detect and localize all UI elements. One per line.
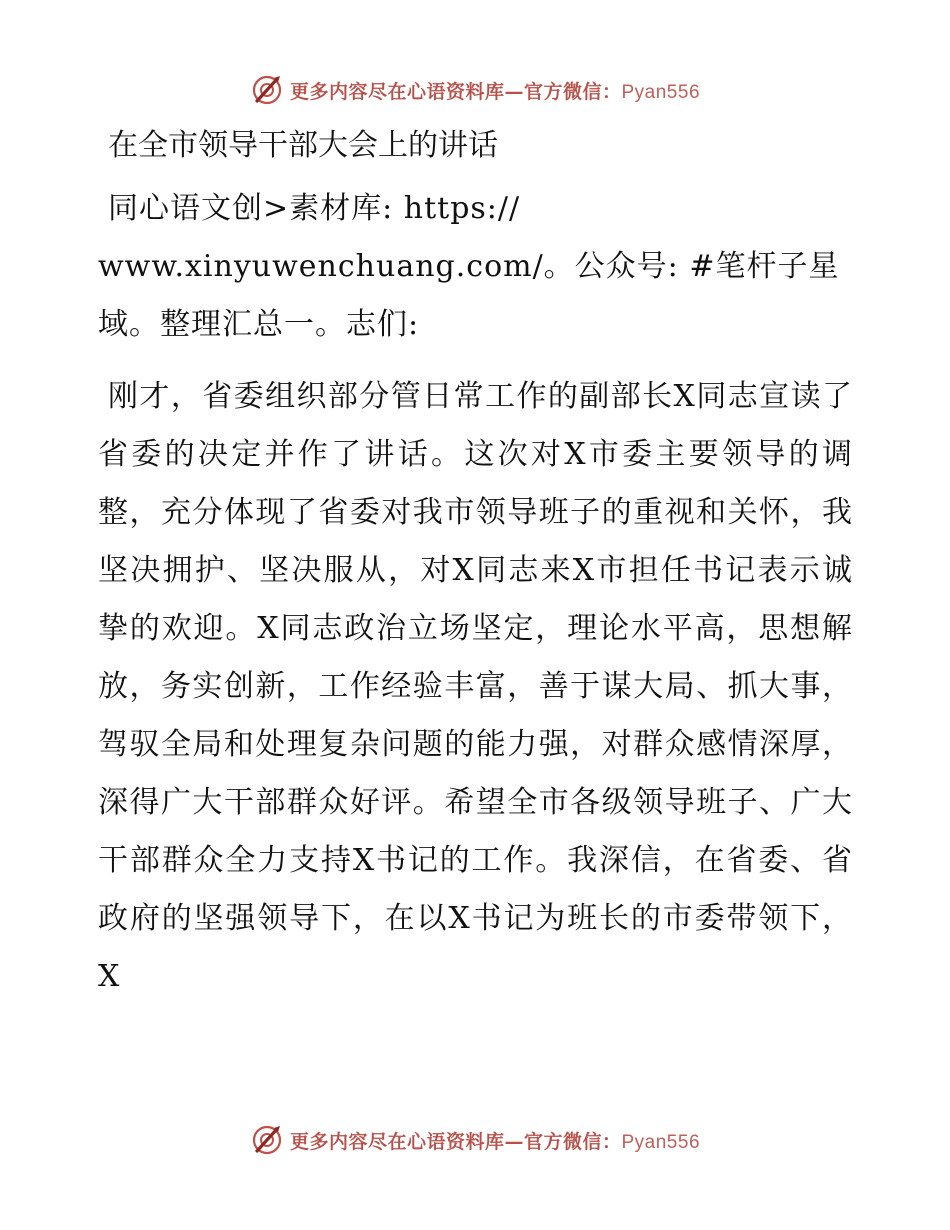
body-paragraph: 刚才，省委组织部分管日常工作的副部长X同志宣读了省委的决定并作了讲话。这次对X市委主要领导的调整，充分体现了省委对我市领导班子的重视和关怀，我坚决拥护、坚决服从，对X同志来X市担任书记表示诚挚的欢迎。X同志政治立场坚定，理论水平高，思想解放，务实创新，工作经验丰富，善于谋大局、抓大事，驾驭全局和处理复杂问题的能力强，对群众感情深厚，深得广大干部群众好评。希望全市各级领导班子、广大干部群众全力支持X书记的工作。我深信，在省委、省政府的坚强领导下，在以X书记为班长的市委带领下，X <box>98 379 853 994</box>
watermark-footer <box>0 1122 950 1158</box>
watermark-text: 更多内容尽在心语资料库—官方微信：Pyan556 <box>289 1130 701 1153</box>
brush-logo-icon <box>250 73 284 107</box>
document-title: 在全市领导干部大会上的讲话 <box>108 128 498 163</box>
watermark-header <box>0 72 950 108</box>
document-body <box>98 120 853 1006</box>
source-note: 同心语文创>素材库: https:// www.xinyuwenchuang.com/。公众号: #笔杆子星域。整理汇总一。志们: <box>98 191 840 342</box>
watermark-text: 更多内容尽在心语资料库—官方微信：Pyan556 <box>289 80 701 103</box>
brush-logo-icon <box>250 1123 284 1157</box>
